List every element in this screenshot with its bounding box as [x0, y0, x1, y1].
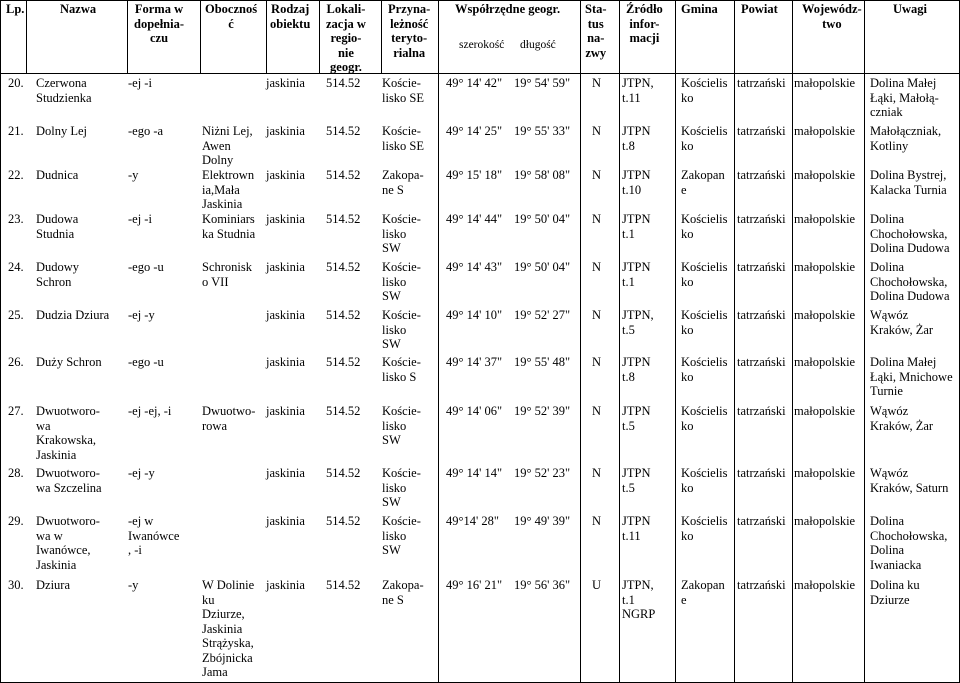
row-szerokosc: 49° 14' 06"	[446, 404, 503, 418]
row-nazwa: Dwuotworo- wa Szczelina	[36, 466, 102, 495]
header-obocznosc: Obocznoś ć	[205, 2, 258, 31]
row-zrodlo: JTPN, t.11	[622, 76, 654, 105]
row-nazwa: Dolny Lej	[36, 124, 88, 138]
row-forma: -ego -u	[128, 260, 164, 274]
row-status: N	[592, 168, 602, 182]
row-forma: -y	[128, 168, 139, 182]
header-status: Sta- tus na- zwy	[585, 2, 607, 60]
row-nazwa: Dudnica	[36, 168, 79, 182]
row-szerokosc: 49° 16' 21"	[446, 578, 503, 592]
row-rodzaj: jaskinia	[266, 514, 305, 528]
row-wojewodztwo: małopolskie	[794, 168, 856, 182]
row-forma: -ej -i	[128, 212, 152, 226]
row-szerokosc: 49° 14' 25"	[446, 124, 503, 138]
row-rodzaj: jaskinia	[266, 168, 305, 182]
row-przynaleznosc: Koście- lisko SW	[382, 212, 421, 255]
row-powiat: tatrzański	[737, 404, 786, 418]
row-rodzaj: jaskinia	[266, 124, 305, 138]
row-rodzaj: jaskinia	[266, 76, 305, 90]
row-nazwa: Dudowa Studnia	[36, 212, 79, 241]
row-powiat: tatrzański	[737, 514, 786, 528]
header-szerokosc: szerokość	[459, 39, 505, 51]
row-lokalizacja: 514.52	[326, 260, 361, 274]
row-dlugosc: 19° 55' 33"	[514, 124, 571, 138]
row-nazwa: Dudzia Dziura	[36, 308, 110, 322]
header-zrodlo: Źródło infor- macji	[626, 2, 663, 45]
row-zrodlo: JTPN, t.5	[622, 308, 654, 337]
grid-line	[266, 0, 267, 73]
row-gmina: Kościelis ko	[681, 355, 728, 384]
row-uwagi: Dolina Małej Łąki, Mnichowe Turnie	[870, 355, 953, 398]
row-gmina: Kościelis ko	[681, 124, 728, 153]
row-lp: 22.	[8, 168, 24, 182]
row-przynaleznosc: Koście- lisko SE	[382, 124, 425, 153]
header-uwagi: Uwagi	[893, 2, 928, 16]
row-powiat: tatrzański	[737, 355, 786, 369]
row-przynaleznosc: Koście- lisko SE	[382, 76, 425, 105]
row-szerokosc: 49° 14' 42"	[446, 76, 503, 90]
row-nazwa: Dziura	[36, 578, 71, 592]
row-dlugosc: 19° 58' 08"	[514, 168, 571, 182]
header-rodzaj: Rodzaj obiektu	[270, 2, 311, 31]
row-lokalizacja: 514.52	[326, 212, 361, 226]
row-wojewodztwo: małopolskie	[794, 124, 856, 138]
row-lokalizacja: 514.52	[326, 124, 361, 138]
row-wojewodztwo: małopolskie	[794, 514, 856, 528]
grid-line	[319, 0, 320, 73]
row-powiat: tatrzański	[737, 76, 786, 90]
row-lokalizacja: 514.52	[326, 308, 361, 322]
row-status: U	[592, 578, 602, 592]
row-lp: 26.	[8, 355, 24, 369]
grid-line	[619, 0, 620, 683]
header-dlugosc: długość	[520, 39, 556, 51]
row-lp: 28.	[8, 466, 24, 480]
row-obocznosc: Elektrown ia,Mała Jaskinia	[202, 168, 255, 211]
row-nazwa: Dwuotworo- wa w Iwanówce, Jaskinia	[36, 514, 100, 572]
row-zrodlo: JTPN t.1	[622, 260, 651, 289]
grid-line	[26, 0, 27, 73]
row-zrodlo: JTPN t.5	[622, 466, 651, 495]
row-gmina: Kościelis ko	[681, 260, 728, 289]
grid-line	[675, 0, 676, 683]
row-nazwa: Duży Schron	[36, 355, 102, 369]
row-status: N	[592, 404, 602, 418]
row-lp: 29.	[8, 514, 24, 528]
row-dlugosc: 19° 54' 59"	[514, 76, 571, 90]
row-przynaleznosc: Zakopa- ne S	[382, 168, 424, 197]
row-obocznosc: Dwuotwo- rowa	[202, 404, 256, 433]
row-obocznosc: Kominiars ka Studnia	[202, 212, 256, 241]
row-lp: 30.	[8, 578, 24, 592]
grid-line	[580, 0, 581, 683]
row-szerokosc: 49° 14' 43"	[446, 260, 503, 274]
row-rodzaj: jaskinia	[266, 308, 305, 322]
grid-line	[438, 0, 439, 683]
row-status: N	[592, 212, 602, 226]
header-lokalizacja: Lokali- zacja w regio- nie geogr.	[326, 2, 366, 74]
header-gmina: Gmina	[681, 2, 718, 16]
row-rodzaj: jaskinia	[266, 212, 305, 226]
row-lokalizacja: 514.52	[326, 355, 361, 369]
row-powiat: tatrzański	[737, 168, 786, 182]
row-forma: -ej -i	[128, 76, 152, 90]
row-lp: 20.	[8, 76, 24, 90]
row-wojewodztwo: małopolskie	[794, 308, 856, 322]
row-forma: -ej -ej, -i	[128, 404, 172, 418]
row-gmina: Kościelis ko	[681, 76, 728, 105]
row-zrodlo: JTPN t.11	[622, 514, 651, 543]
row-wojewodztwo: małopolskie	[794, 578, 856, 592]
row-lokalizacja: 514.52	[326, 466, 361, 480]
row-lp: 24.	[8, 260, 24, 274]
row-dlugosc: 19° 50' 04"	[514, 212, 571, 226]
row-uwagi: Wąwóz Kraków, Żar	[870, 308, 934, 337]
row-dlugosc: 19° 56' 36"	[514, 578, 571, 592]
row-gmina: Kościelis ko	[681, 212, 728, 241]
row-rodzaj: jaskinia	[266, 355, 305, 369]
row-forma: -ego -u	[128, 355, 164, 369]
header-wojewodztwo: Wojewódz- two	[802, 2, 862, 31]
row-powiat: tatrzański	[737, 260, 786, 274]
row-uwagi: Dolina Małej Łąki, Małołą- czniak	[870, 76, 939, 119]
row-przynaleznosc: Zakopa- ne S	[382, 578, 424, 607]
row-powiat: tatrzański	[737, 466, 786, 480]
row-powiat: tatrzański	[737, 212, 786, 226]
row-forma: -y	[128, 578, 139, 592]
row-status: N	[592, 260, 602, 274]
grid-line	[0, 0, 1, 683]
row-nazwa: Czerwona Studzienka	[36, 76, 92, 105]
row-uwagi: Dolina ku Dziurze	[870, 578, 920, 607]
header-wspolrzedne: Współrzędne geogr.	[455, 2, 561, 16]
row-szerokosc: 49° 14' 37"	[446, 355, 503, 369]
row-dlugosc: 19° 55' 48"	[514, 355, 571, 369]
row-wojewodztwo: małopolskie	[794, 355, 856, 369]
row-zrodlo: JTPN t.8	[622, 124, 651, 153]
row-lp: 27.	[8, 404, 24, 418]
row-szerokosc: 49° 14' 10"	[446, 308, 503, 322]
row-przynaleznosc: Koście- lisko SW	[382, 404, 421, 447]
grid-line	[127, 0, 128, 73]
row-lp: 25.	[8, 308, 24, 322]
row-rodzaj: jaskinia	[266, 466, 305, 480]
row-rodzaj: jaskinia	[266, 578, 305, 592]
row-uwagi: Dolina Chochołowska, Dolina Iwaniacka	[870, 514, 948, 572]
row-dlugosc: 19° 52' 23"	[514, 466, 571, 480]
row-nazwa: Dudowy Schron	[36, 260, 80, 289]
row-powiat: tatrzański	[737, 578, 786, 592]
row-uwagi: Wąwóz Kraków, Żar	[870, 404, 934, 433]
row-status: N	[592, 308, 602, 322]
row-powiat: tatrzański	[737, 308, 786, 322]
row-wojewodztwo: małopolskie	[794, 466, 856, 480]
row-przynaleznosc: Koście- lisko SW	[382, 466, 421, 509]
row-forma: -ej -y	[128, 308, 155, 322]
row-wojewodztwo: małopolskie	[794, 404, 856, 418]
header-lp: Lp.	[6, 2, 25, 16]
row-status: N	[592, 466, 602, 480]
grid-line	[0, 0, 960, 1]
row-przynaleznosc: Koście- lisko S	[382, 355, 421, 384]
header-przynaleznosc: Przyna- leżność teryto- rialna	[388, 2, 431, 60]
row-status: N	[592, 514, 602, 528]
row-zrodlo: JTPN t.10	[622, 168, 651, 197]
grid-line	[0, 73, 960, 74]
row-przynaleznosc: Koście- lisko SW	[382, 260, 421, 303]
grid-line	[734, 0, 735, 683]
row-dlugosc: 19° 52' 39"	[514, 404, 571, 418]
row-zrodlo: JTPN, t.1 NGRP	[622, 578, 656, 621]
row-dlugosc: 19° 52' 27"	[514, 308, 571, 322]
header-nazwa: Nazwa	[60, 2, 97, 16]
row-gmina: Kościelis ko	[681, 466, 728, 495]
row-szerokosc: 49°14' 28"	[446, 514, 499, 528]
row-status: N	[592, 124, 602, 138]
row-przynaleznosc: Koście- lisko SW	[382, 308, 421, 351]
row-gmina: Zakopan e	[681, 578, 725, 607]
row-status: N	[592, 76, 602, 90]
row-wojewodztwo: małopolskie	[794, 212, 856, 226]
header-forma: Forma w dopełnia- czu	[134, 2, 185, 45]
row-zrodlo: JTPN t.8	[622, 355, 651, 384]
row-rodzaj: jaskinia	[266, 260, 305, 274]
row-dlugosc: 19° 49' 39"	[514, 514, 571, 528]
row-forma: -ej -y	[128, 466, 155, 480]
grid-line	[381, 0, 382, 73]
row-uwagi: Wąwóz Kraków, Saturn	[870, 466, 949, 495]
row-szerokosc: 49° 14' 44"	[446, 212, 503, 226]
grid-line	[792, 0, 793, 683]
row-gmina: Kościelis ko	[681, 514, 728, 543]
row-wojewodztwo: małopolskie	[794, 76, 856, 90]
row-lokalizacja: 514.52	[326, 404, 361, 418]
row-obocznosc: Niżni Lej, Awen Dolny	[202, 124, 253, 167]
row-uwagi: Małołączniak, Kotliny	[870, 124, 942, 153]
row-uwagi: Dolina Chochołowska, Dolina Dudowa	[870, 212, 950, 255]
row-dlugosc: 19° 50' 04"	[514, 260, 571, 274]
row-nazwa: Dwuotworo- wa Krakowska, Jaskinia	[36, 404, 100, 462]
row-szerokosc: 49° 14' 14"	[446, 466, 503, 480]
row-lp: 23.	[8, 212, 24, 226]
row-zrodlo: JTPN t.5	[622, 404, 651, 433]
row-zrodlo: JTPN t.1	[622, 212, 651, 241]
row-uwagi: Dolina Chochołowska, Dolina Dudowa	[870, 260, 950, 303]
grid-line	[864, 0, 865, 683]
row-gmina: Kościelis ko	[681, 308, 728, 337]
row-uwagi: Dolina Bystrej, Kalacka Turnia	[870, 168, 947, 197]
row-forma: -ego -a	[128, 124, 164, 138]
row-przynaleznosc: Koście- lisko SW	[382, 514, 421, 557]
row-gmina: Kościelis ko	[681, 404, 728, 433]
row-gmina: Zakopan e	[681, 168, 725, 197]
grid-line	[200, 0, 201, 73]
header-powiat: Powiat	[741, 2, 778, 16]
row-lokalizacja: 514.52	[326, 76, 361, 90]
row-szerokosc: 49° 15' 18"	[446, 168, 503, 182]
row-wojewodztwo: małopolskie	[794, 260, 856, 274]
row-forma: -ej w Iwanówce , -i	[128, 514, 180, 557]
row-powiat: tatrzański	[737, 124, 786, 138]
row-lp: 21.	[8, 124, 24, 138]
row-obocznosc: Schronisk o VII	[202, 260, 252, 289]
row-status: N	[592, 355, 602, 369]
row-rodzaj: jaskinia	[266, 404, 305, 418]
row-lokalizacja: 514.52	[326, 578, 361, 592]
row-lokalizacja: 514.52	[326, 168, 361, 182]
row-obocznosc: W Dolinie ku Dziurze, Jaskinia Strążyska, Zbójnicka Jama	[202, 578, 255, 679]
row-lokalizacja: 514.52	[326, 514, 361, 528]
